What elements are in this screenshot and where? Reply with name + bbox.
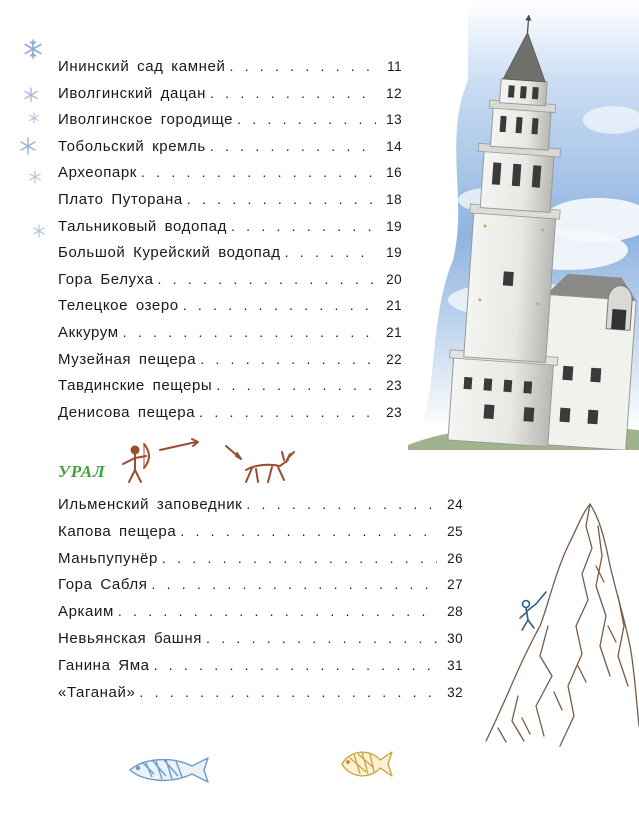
toc-entry-title: Аккурум [58,323,119,341]
toc-entry[interactable] [58,164,402,191]
toc-entry[interactable] [58,191,402,218]
toc-leader-dots [285,244,376,260]
toc-entry-page: 28 [447,604,463,620]
toc-entry-page: 11 [387,59,402,74]
toc-entry-page: 20 [386,271,402,287]
toc-entry-title: Капова пещера [58,522,177,540]
toc-entry[interactable] [58,271,402,298]
toc-entry-title: Гора Сабля [58,576,148,594]
toc-entry[interactable] [58,404,402,431]
toc-entry-title: Аркаим [58,603,114,621]
snowflake-icon [22,86,40,104]
toc-entry[interactable] [58,550,463,577]
toc-entry-title: Тобольский кремль [58,137,206,155]
toc-leader-dots [162,550,437,566]
toc-leader-dots [158,271,376,287]
toc-entry-page: 19 [386,245,402,261]
toc-entry-page: 16 [386,165,402,181]
toc-entry[interactable] [58,138,402,165]
snowflake-icon [22,38,44,60]
toc-entry-page: 13 [386,112,402,128]
snowflake-icon [18,136,38,156]
toc-entry[interactable] [58,324,402,351]
toc-entry-page: 26 [447,550,463,566]
toc-entry-title: Ининский сад камней [58,58,226,75]
toc-entry-title: Ильменский заповедник [58,496,243,513]
toc-leader-dots [151,576,437,592]
toc-leader-dots [216,377,376,393]
fish-icon [122,752,212,788]
mountain-climber-illustration [478,496,639,758]
toc-entry[interactable] [58,377,402,404]
toc-entry-page: 23 [386,378,402,394]
toc-leader-dots [183,297,376,313]
toc-list-siberia [58,58,402,430]
toc-entry[interactable] [58,603,463,630]
leaning-tower-illustration [398,0,639,450]
toc-entry[interactable] [58,657,463,684]
toc-entry[interactable] [58,576,463,603]
toc-leader-dots [210,85,376,101]
toc-leader-dots [206,630,437,646]
toc-entry-page: 22 [386,351,402,367]
toc-entry-title: Гора Белуха [58,270,154,288]
toc-entry[interactable] [58,85,402,112]
toc-entry-page: 27 [447,577,463,593]
toc-entry[interactable] [58,297,402,324]
toc-leader-dots [187,191,376,207]
toc-leader-dots [139,684,437,700]
toc-entry[interactable] [58,218,402,245]
toc-entry-page: 25 [447,523,463,539]
toc-entry-title: Тавдинские пещеры [58,377,213,395]
toc-entry-title: Плато Путорана [58,190,183,208]
toc-entry-page: 12 [386,85,402,101]
toc-leader-dots [123,324,376,340]
toc-entry-title: Денисова пещера [58,403,196,421]
toc-leader-dots [200,351,376,367]
toc-leader-dots [199,404,376,420]
toc-leader-dots [246,496,437,512]
toc-leader-dots [154,657,437,673]
toc-entry-page: 31 [447,657,463,673]
toc-leader-dots [237,111,376,127]
toc-entry[interactable] [58,351,402,378]
toc-entry-page: 30 [447,630,463,646]
toc-leader-dots [229,58,376,74]
toc-entry-title: Невьянская башня [58,629,203,647]
toc-entry[interactable] [58,111,402,138]
toc-entry[interactable] [58,58,402,85]
toc-entry-title: Ганина Яма [58,656,150,674]
snowflake-icon [28,170,42,184]
toc-entry-page: 24 [447,497,463,512]
section-heading-ural: УРАЛ [58,462,106,481]
toc-entry-page: 14 [386,138,402,154]
toc-entry-title: Телецкое озеро [58,297,179,315]
toc-leader-dots [180,523,437,539]
toc-leader-dots [141,164,376,180]
fish-icon [336,742,396,784]
toc-entry[interactable] [58,496,463,523]
toc-entry-page: 19 [386,218,402,234]
toc-entry-title: «Таганай» [58,683,136,701]
toc-entry[interactable] [58,244,402,271]
toc-list-ural [58,496,463,710]
snowflake-icon [28,112,40,124]
cave-art-illustration [108,436,308,496]
toc-entry-title: Иволгинское городище [58,111,234,129]
toc-leader-dots [118,603,437,619]
toc-entry-page: 23 [386,404,402,420]
toc-entry-title: Маньпупунёр [58,549,158,567]
toc-entry-page: 32 [447,684,463,700]
toc-entry-title: Археопарк [58,164,137,182]
toc-entry-title: Тальниковый водопад [58,217,227,235]
toc-entry[interactable] [58,523,463,550]
toc-entry-page: 21 [386,324,402,340]
toc-entry-title: Музейная пещера [58,350,197,368]
toc-entry-title: Большой Курейский водопад [58,244,281,262]
toc-entry-page: 18 [386,191,402,207]
toc-entry[interactable] [58,630,463,657]
toc-entry[interactable] [58,684,463,711]
toc-leader-dots [210,138,376,154]
snowflake-icon [32,224,46,238]
toc-entry-title: Иволгинский дацан [58,84,206,102]
toc-leader-dots [231,218,376,234]
toc-entry-page: 21 [386,298,402,314]
